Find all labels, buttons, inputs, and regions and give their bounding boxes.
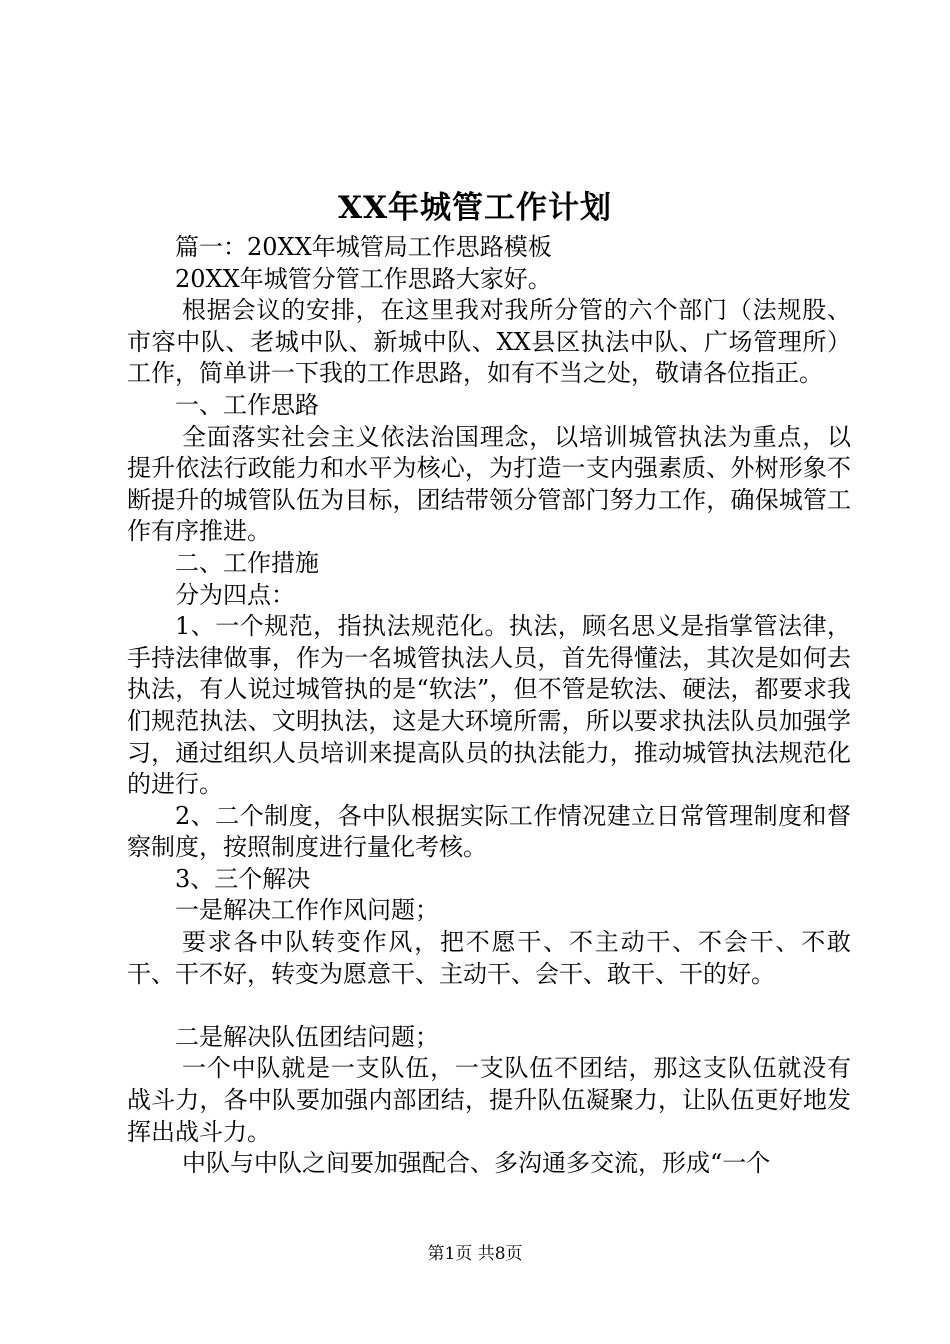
paragraph-6: 二、工作措施 xyxy=(175,548,319,577)
paragraph-10: 3、三个解决 xyxy=(175,864,311,893)
paragraph-14: 一个中队就是一支队伍，一支队伍不团结，那这支队伍就没有战斗力，各中队要加强内部团结，提升队伍凝聚力，让队伍更好地发挥出战斗力。 xyxy=(127,1054,851,1146)
paragraph-9: 2、二个制度，各中队根据实际工作情况建立日常管理制度和督察制度，按照制度进行量化考核。 xyxy=(127,801,851,862)
paragraph-3: 根据会议的安排，在这里我对我所分管的六个部门（法规股、市容中队、老城中队、新城中队、XX县区执法中队、广场管理所）工作，简单讲一下我的工作思路，如有不当之处，敬请各位指正。 xyxy=(127,296,851,388)
paragraph-1: 篇一：20XX年城管局工作思路模板 xyxy=(175,233,552,261)
paragraph-4: 一、工作思路 xyxy=(175,390,319,419)
paragraph-gap xyxy=(127,990,851,1022)
paragraph-5: 全面落实社会主义依法治国理念，以培训城管执法为重点，以提升依法行政能力和水平为核心，为打造一支内强素质、外树形象不断提升的城管队伍为目标，团结带领分管部门努力工作，确保城管工作有序推进。 xyxy=(127,422,851,546)
page-number-footer: 第1页 共8页 xyxy=(427,1244,523,1264)
paragraph-11: 一是解决工作作风问题； xyxy=(175,896,439,925)
paragraph-7: 分为四点： xyxy=(175,580,295,609)
document-body xyxy=(127,232,851,1180)
paragraph-2: 20XX年城管分管工作思路大家好。 xyxy=(175,264,552,293)
paragraph-12: 要求各中队转变作风，把不愿干、不主动干、不会干、不敢干、干不好，转变为愿意干、主动干、会干、敢干、干的好。 xyxy=(127,928,851,988)
paragraph-13: 二是解决队伍团结问题； xyxy=(175,1022,439,1051)
document-title: XX年城管工作计划 xyxy=(337,190,613,226)
paragraph-8: 1、一个规范，指执法规范化。执法，顾名思义是指掌管法律，手持法律做事，作为一名城管执法人员，首先得懂法，其次是如何去执法，有人说过城管执的是“软法”，但不管是软法、硬法，都要求我们规范执法、文明执法，这是大环境所需，所以要求执法队员加强学习，通过组织人员培训来提高队员的执法能力，推动城管执法规范化的进行。 xyxy=(127,612,851,799)
paragraph-15: 中队与中队之间要加强配合、多沟通多交流，形成“一个 xyxy=(182,1149,771,1178)
